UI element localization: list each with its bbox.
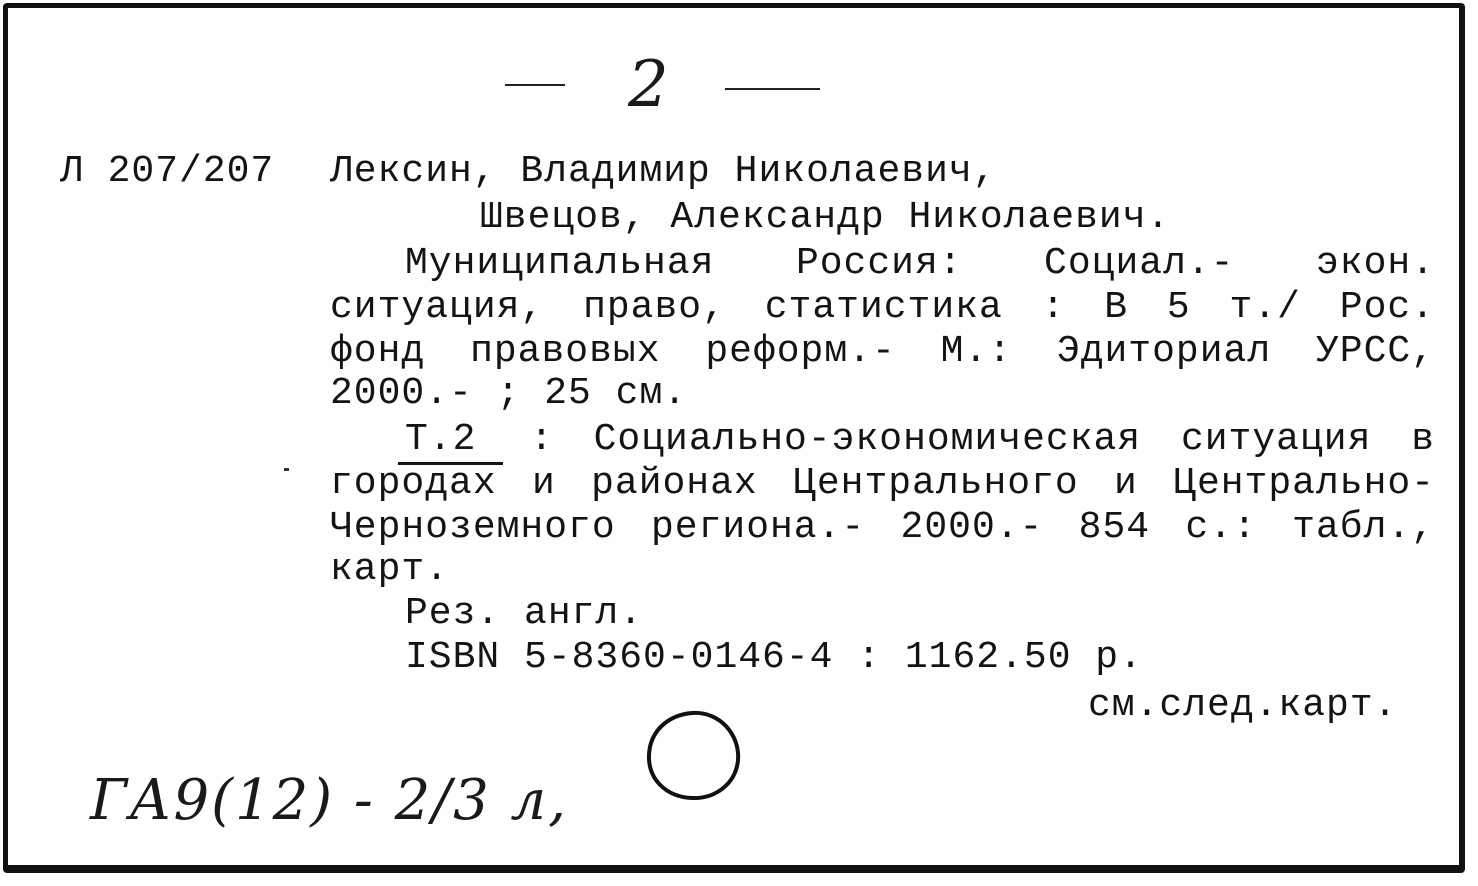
volume-line-4: карт.: [330, 548, 450, 591]
title-line-2: ситуация, право, статистика : В 5 т./ Рос.: [330, 286, 1435, 329]
card-number-dash-left: [505, 84, 565, 86]
title-line-1: Муниципальная Россия: Социал.- экон.: [405, 242, 1435, 285]
stray-dot: [284, 468, 289, 471]
card-number-dash-right: [725, 88, 820, 90]
volume-line-2: городах и районах Центрального и Центрально-: [330, 462, 1435, 505]
shelf-mark: Л 207/207: [60, 150, 275, 193]
card-number: 2: [628, 48, 669, 122]
title-line-3: фонд правовых реформ.- М.: Эдиториал УРСС,: [330, 330, 1435, 373]
title-line-4: 2000.- ; 25 см.: [330, 372, 688, 415]
isbn-price: ISBN 5-8360-0146-4 : 1162.50 р.: [405, 636, 1143, 679]
volume-line-3: Черноземного региона.- 2000.- 854 с.: табл.,: [330, 506, 1435, 549]
volume-label: Т.2: [405, 418, 477, 461]
author-secondary: Швецов, Александр Николаевич.: [480, 196, 1171, 239]
author-primary: Лексин, Владимир Николаевич,: [330, 150, 997, 193]
punch-hole-icon: [640, 705, 750, 805]
continuation-note: см.след.карт.: [1088, 684, 1398, 727]
volume-line-1: : Социально-экономическая ситуация в: [530, 418, 1435, 461]
classification-code: ГА9(12) - 2/3 л,: [90, 768, 568, 833]
summary-note: Рез. англ.: [405, 592, 644, 635]
